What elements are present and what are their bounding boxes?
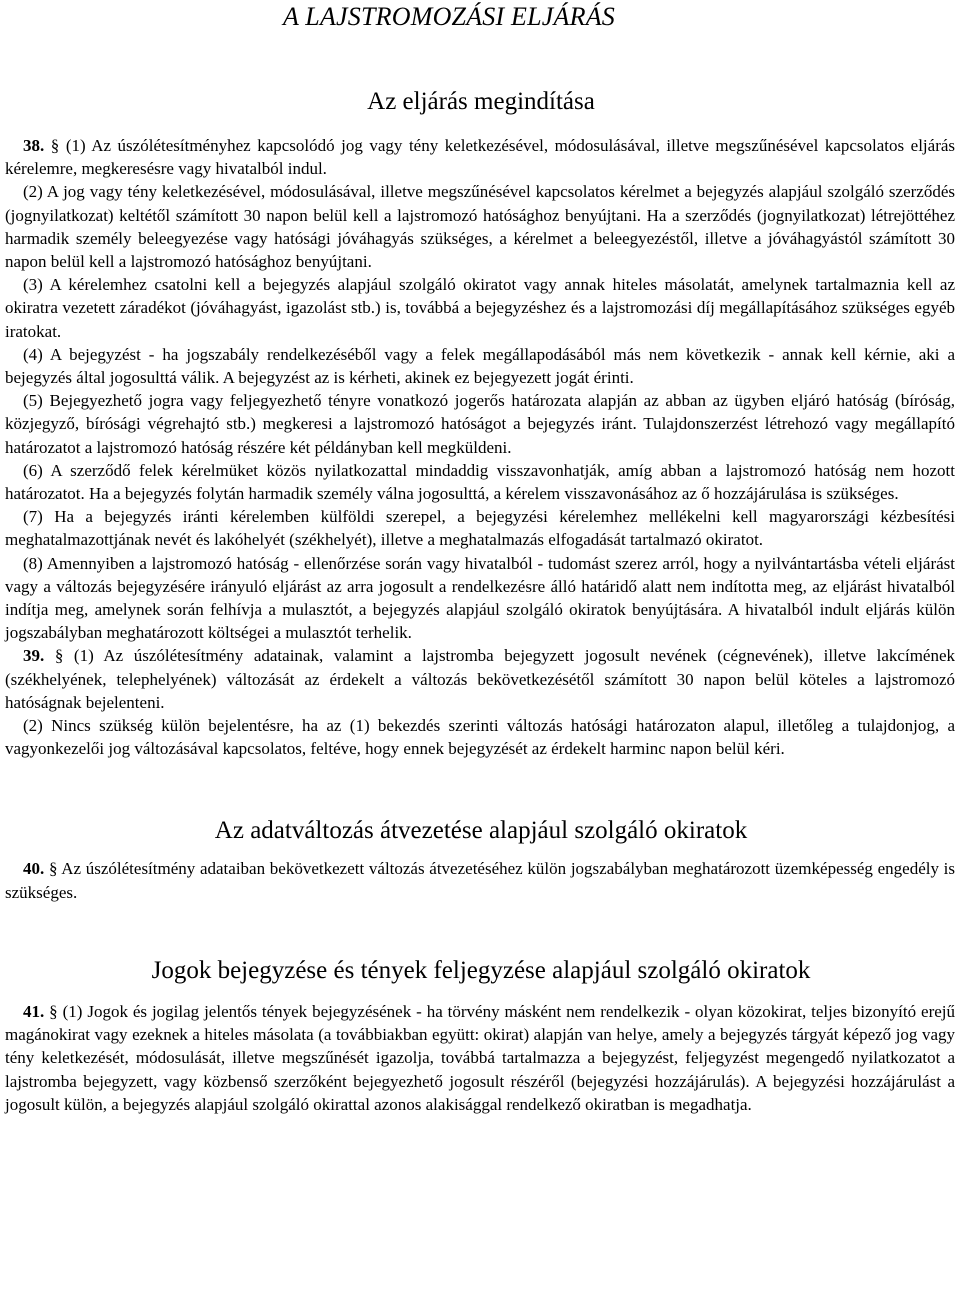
paragraph [5, 273, 955, 343]
paragraph [5, 1000, 955, 1116]
paragraph [5, 389, 955, 459]
paragraph [5, 714, 955, 760]
paragraph-text: (2) Nincs szükség külön bejelentésre, ha az (1) bekezdés szerinti változás hatósági határozaton alapul, illetőleg a tulajdonjog, a vagyonkezelői jog változásával kapcsolatos, feltéve, hogy ennek bejegyzését az érdekelt harminc napon belül kéri. [5, 716, 955, 759]
paragraph-text: (1) Jogok és jogilag jelentős tények bejegyzésének - ha törvény másként nem rendelkezik - olyan közokirat, teljes bizonyító erejű magánokirat vagy ezeknek a hiteles másolata (a továbbiakban együtt: okirat) alapján van helye, amely a bejegyzés tárgyát képező jog vagy tény keletkezését, módosulását, illetve megszűnését igazolja, továbbá tartalmazza a bejegyzést, feljegyzést megengedő nyilatkozatot a lajstromba bejegyzett, vagy közbenső szerzőként bejegyezhető jogosult részéről (bejegyzési hozzájárulás). A bejegyzési hozzájárulást a jogosult külön, a bejegyzés alapjául szolgáló okirattal azonos alakisággal rendelkező okiratban is megadhatja. [5, 1001, 956, 1114]
paragraph [5, 505, 955, 551]
section-sign: § [48, 859, 58, 879]
paragraph-text: (5) Bejegyezhető jogra vagy feljegyezhető tényre vonatkozó jogerős határozata alapján az abban az ügyben eljáró hatóság (bíróság, közjegyző, bírósági végrehajtó stb.) megkeresi a lajstromozó hatóságot a bejegyzés iránt. Tulajdonszerzést létrehozó vagy megállapító határozatot a lajstromozó hatóság részére két példányban kell megküldeni. [5, 391, 955, 457]
paragraph [5, 180, 955, 273]
section-heading: Az adatváltozás átvezetése alapjául szolgáló okiratok [214, 817, 748, 845]
paragraph-text: (1) Az úszólétesítményhez kapcsolódó jog vagy tény keletkezésével, módosulásával, illetve megszűnésével kapcsolatos eljárás kérelemre, megkeresésre vagy hivatalból indul. [5, 136, 956, 179]
section-number: 41. [23, 1001, 45, 1021]
section-body [5, 134, 955, 760]
section-heading: Jogok bejegyzése és tények feljegyzése alapjául szolgáló okiratok [151, 956, 811, 984]
paragraph-text: Az úszólétesítmény adataiban bekövetkezett változás átvezetéséhez külön jogszabályban meghatározott üzemképesség engedély is szükséges. [5, 859, 955, 902]
paragraph-text: (3) A kérelemhez csatolni kell a bejegyzés alapjául szolgáló okiratot vagy annak hiteles másolatát, amelynek tartalmaznia kell az okiratra vezetett záradékot (jóváhagyást, igazolást stb.) is, továbbá a bejegyzéshez és a lajstromozási díj megállapításához szükséges egyéb iratokat. [5, 275, 955, 341]
section-sign: § [54, 646, 64, 666]
section-heading: Az eljárás megindítása [367, 88, 595, 115]
section-body [5, 857, 955, 903]
section-number: 40. [23, 859, 45, 879]
section-number: 38. [23, 136, 45, 155]
paragraph [5, 134, 955, 180]
paragraph-text: (4) A bejegyzést - ha jogszabály rendelkezéséből vagy a felek megállapodásából más nem következik - annak kell kérnie, aki a bejegyzés által jogosulttá válik. A bejegyzést az is kérheti, akinek ez bejegyezett jogát érinti. [5, 344, 955, 388]
section-sign: § [49, 1001, 58, 1021]
section-body [5, 1000, 955, 1116]
paragraph [5, 343, 955, 389]
paragraph [5, 857, 955, 903]
paragraph-text: (6) A szerződő felek kérelmüket közös nyilatkozattal mindaddig visszavonhatják, amíg abban a lajstromozó hatóság nem hozott határozatot. Ha a bejegyzés folytán harmadik személy válna jogosulttá, a kérelem visszavonásához az ő hozzájárulása is szükséges. [5, 460, 955, 504]
section-sign: § [50, 136, 60, 155]
paragraph-text: (7) Ha a bejegyzés iránti kérelemben külföldi szerepel, a bejegyzési kérelemhez mellékelni kell magyarországi kézbesítési meghatalmazottjának nevét és lakóhelyét (székhelyét), illetve a meghatalmazás elfogadását tartalmazó okiratot. [5, 507, 955, 550]
paragraph-text: (8) Amennyiben a lajstromozó hatóság - ellenőrzése során vagy hivatalból - tudomást szerez arról, hogy a nyilvántartásba vételi eljárást vagy a változás bejegyzésére irányuló eljárást az arra jogosult a rendelkezésre álló határidő alatt nem indította meg, az eljárást hivatalból indítja meg, amelynek során felhívja a mulasztót, a bejegyzés alapjául szolgáló okiratok benyújtására. A hivatalból indult eljárás külön jogszabályban meghatározott költségei a mulasztót terhelik. [5, 553, 955, 643]
paragraph [5, 644, 955, 714]
paragraph-text: (1) Az úszólétesítmény adatainak, valamint a lajstromba bejegyzett jogosult nevének (cégnevének), illetve lakcímének (székhelyének, telephelyének) változását az érdekelt a változás bekövetkezésétől számított 30 napon belül köteles a lajstromozó hatóságnak bejelenteni. [5, 646, 956, 712]
section-number: 39. [23, 646, 45, 666]
paragraph [5, 459, 955, 505]
document-title: A LAJSTROMOZÁSI ELJÁRÁS [283, 2, 615, 31]
paragraph-text: (2) A jog vagy tény keletkezésével, módosulásával, illetve megszűnésével kapcsolatos kérelmet a bejegyzés alapjául szolgáló szerződés (jognyilatkozat) keltétől számított 30 napon belül kell a lajstromozó hatósághoz benyújtani. Ha a szerződés (jognyilatkozat) létrejöttéhez harmadik személy beleegyezése vagy hatósági jóváhagyás szükséges, a kérelmet a beleegyezéstől, illetve a jóváhagyástól számított 30 napon belül kell a lajstromozó hatósághoz benyújtani. [5, 182, 955, 272]
paragraph [5, 552, 955, 645]
